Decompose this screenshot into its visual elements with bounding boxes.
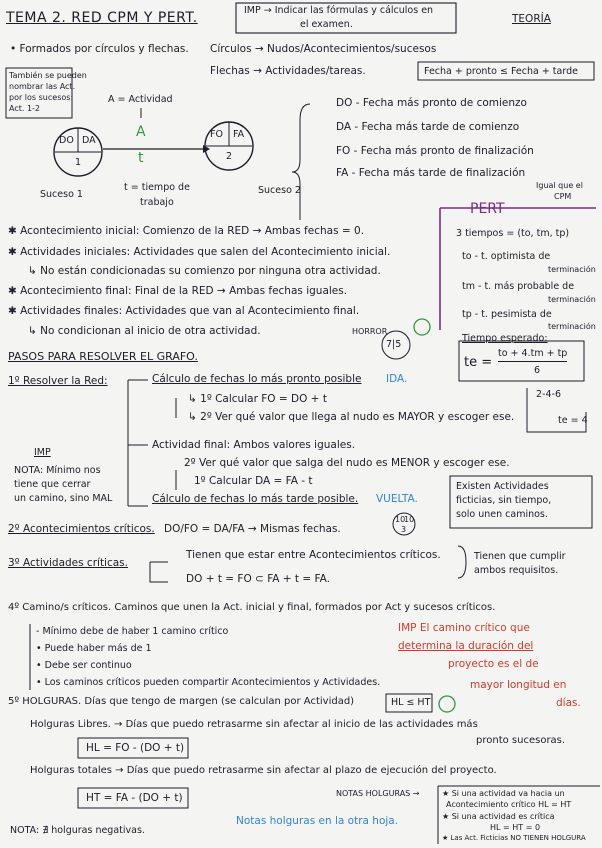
step-2-eq: DO/FO = DA/FA → Mismas fechas. xyxy=(164,523,341,535)
step-1a-ida: IDA. xyxy=(386,373,408,385)
step-2-node-b: 3 xyxy=(401,525,407,534)
step-4-item-2: • Puede haber más de 1 xyxy=(36,643,152,654)
node2-num: 2 xyxy=(226,151,233,162)
ficticias-1: Existen Actividades xyxy=(456,481,549,492)
step-1a-calc: ↳ 1º Calcular FO = DO + t xyxy=(188,393,327,405)
step-1c-calc: 1º Calcular DA = FA - t xyxy=(194,475,313,487)
step-1b: Actividad final: Ambos valores iguales. xyxy=(152,439,356,451)
imp-crit-5: días. xyxy=(556,697,581,709)
imp-label: IMP xyxy=(34,447,51,458)
event-5: ✱ Actividades finales: Actividades que van al Acontecimiento final. xyxy=(8,305,360,317)
side-note-3: por los sucesos: xyxy=(9,93,74,102)
step-1c-menor: 2º Ver qué valor que salga del nudo es MENOR y escoger ese. xyxy=(184,457,510,469)
intro-circles: Círculos → Nudos/Acontecimientos/sucesos xyxy=(210,43,437,55)
event-3: ↳ No están condicionadas su comienzo por ninguna otra actividad. xyxy=(28,265,381,277)
def-da: DA - Fecha más tarde de comienzo xyxy=(336,121,520,133)
fecha-rule: Fecha + pronto ≤ Fecha + tarde xyxy=(424,66,578,77)
step-4-item-4: • Los caminos críticos pueden compartir Acontecimientos y Actividades. xyxy=(36,677,381,688)
step-3-a: Tienen que estar entre Acontecimientos críticos. xyxy=(186,549,441,561)
def-do: DO - Fecha más pronto de comienzo xyxy=(336,97,527,109)
tiempo-2: trabajo xyxy=(140,197,174,208)
hl-ht-relation: HL ≤ HT xyxy=(391,697,431,708)
pert-tiempos: 3 tiempos = (to, tm, tp) xyxy=(456,228,570,239)
notas-4: HL = HT = 0 xyxy=(490,823,541,832)
pert-tp: tp - t. pesimista de xyxy=(462,309,552,320)
holguras-totales: Holguras totales → Días que puedo retrasarme sin afectar al plazo de ejecución del proyecto. xyxy=(30,765,497,776)
node1-do: DO xyxy=(59,135,74,146)
node1-da: DA xyxy=(82,135,96,146)
horror-label: HORROR xyxy=(352,327,388,336)
suceso-1: Suceso 1 xyxy=(40,189,83,200)
pert-formula-num: to + 4.tm + tp xyxy=(498,349,567,362)
step-5: 5º HOLGURAS. Días que tengo de margen (se calculan por Actividad) xyxy=(8,696,355,707)
event-4: ✱ Acontecimiento final: Final de la RED → Ambas fechas iguales. xyxy=(8,285,348,297)
side-note-2: nombrar las Act. xyxy=(9,82,76,91)
node2-fo: FO xyxy=(210,129,223,140)
pert-to-2: terminación xyxy=(548,265,596,274)
imp-note-line1: IMP → Indicar las fórmulas y cálculos en xyxy=(244,5,434,16)
side-note-4: Act. 1-2 xyxy=(9,104,41,113)
pert-formula-den: 6 xyxy=(534,365,541,376)
imp-crit-1: IMP El camino crítico que xyxy=(398,622,530,634)
step-4-item-3: • Debe ser continuo xyxy=(36,660,132,671)
activity-label: A = Actividad xyxy=(108,94,173,105)
step-3-b: DO + t = FO ⊂ FA + t = FA. xyxy=(186,573,330,585)
ficticias-2: ficticias, sin tiempo, xyxy=(456,495,552,506)
event-6: ↳ No condicionan al inicio de otra actividad. xyxy=(28,325,261,337)
pert-title: PERT xyxy=(470,201,505,217)
step-1c: Cálculo de fechas lo más tarde posible. xyxy=(152,493,359,505)
intro-arrows: Flechas → Actividades/tareas. xyxy=(210,65,366,77)
step-2-node-l: 10 xyxy=(395,515,406,524)
step-3: 3º Actividades críticas. xyxy=(8,557,128,569)
step-1: 1º Resolver la Red: xyxy=(8,375,108,387)
node1-num: 1 xyxy=(75,157,82,168)
imp-note-line2: el examen. xyxy=(300,19,353,30)
nota-3: un camino, sino MAL xyxy=(14,493,113,504)
pert-to: to - t. optimista de xyxy=(462,251,551,262)
notas-2: Acontecimiento crítico HL = HT xyxy=(446,800,572,809)
nota-2: tiene que cerrar xyxy=(14,479,91,490)
ver-otra-hoja: Notas holguras en la otra hoja. xyxy=(236,815,399,827)
nota-1: NOTA: Mínimo nos xyxy=(14,465,101,476)
step-4-item-1: - Mínimo debe de haber 1 camino crítico xyxy=(36,626,229,637)
event-1: ✱ Acontecimiento inicial: Comienzo de la RED → Ambas fechas = 0. xyxy=(8,225,365,237)
step-2: 2º Acontecimientos críticos. xyxy=(8,523,155,535)
side-note-1: También se pueden xyxy=(9,71,87,80)
notas-1: ★ Si una actividad va hacia un xyxy=(442,789,565,798)
notas-holguras-label: NOTAS HOLGURAS → xyxy=(336,789,420,798)
ficticias-3: solo unen caminos. xyxy=(456,509,548,520)
steps-title: PASOS PARA RESOLVER EL GRAFO. xyxy=(8,350,198,363)
step-2-node-r: 10 xyxy=(404,515,415,524)
def-fa: FA - Fecha más tarde de finalización xyxy=(336,167,526,179)
holguras-libres-2: pronto sucesoras. xyxy=(476,735,566,746)
suceso-2: Suceso 2 xyxy=(258,185,301,196)
step-3-c1: Tienen que cumplir xyxy=(474,551,566,562)
arrow-label-t: t xyxy=(138,150,144,166)
step-1c-vuelta: VUELTA. xyxy=(376,493,418,505)
pert-igual-2: CPM xyxy=(554,192,572,201)
arrow-label-a: A xyxy=(136,124,146,140)
notas-3: ★ Si una actividad es crítica xyxy=(442,812,555,821)
event-2: ✱ Actividades iniciales: Actividades que salen del Acontecimiento inicial. xyxy=(8,246,391,258)
imp-crit-2: determina la duración del xyxy=(398,640,534,652)
pert-tp-2: terminación xyxy=(548,322,596,331)
step-4: 4º Camino/s críticos. Caminos que unen la Act. inicial y final, formados por Act y sucesos críticos. xyxy=(8,602,496,613)
horror-nums: 7|5 xyxy=(386,339,402,350)
page-title: TEMA 2. RED CPM Y PERT. xyxy=(6,10,198,26)
hl-formula: HL = FO - (DO + t) xyxy=(86,742,185,754)
nota-negativas: NOTA: ∄ holguras negativas. xyxy=(10,825,145,836)
step-1a-mayor: ↳ 2º Ver qué valor que llega al nudo es MAYOR y escoger ese. xyxy=(188,411,515,423)
imp-crit-3: proyecto es el de xyxy=(448,658,539,670)
ht-formula: HT = FA - (DO + t) xyxy=(86,792,183,804)
node2-fa: FA xyxy=(233,129,245,140)
example-top: 2-4-6 xyxy=(536,389,561,400)
step-1a: Cálculo de fechas lo más pronto posible xyxy=(152,373,362,385)
example-bottom: te = 4 xyxy=(558,415,588,426)
pert-esperado: Tiempo esperado: xyxy=(462,333,548,344)
step-3-c2: ambos requisitos. xyxy=(474,565,559,576)
notas-5: ★ Las Act. Ficticias NO TIENEN HOLGURA xyxy=(442,834,586,842)
pert-tm: tm - t. más probable de xyxy=(462,281,575,292)
intro-formed: • Formados por círculos y flechas. xyxy=(10,43,189,55)
pert-formula-lhs: te = xyxy=(464,355,493,370)
def-fo: FO - Fecha más pronto de finalización xyxy=(336,145,534,157)
section-label: TEORÍA xyxy=(512,13,551,25)
imp-crit-4: mayor longitud en xyxy=(470,679,567,691)
pert-tm-2: terminación xyxy=(548,295,596,304)
holguras-libres: Holguras Libres. → Días que puedo retrasarme sin afectar al inicio de las actividades más xyxy=(30,719,478,730)
pert-igual-1: Igual que el xyxy=(536,181,583,190)
tiempo-1: t = tiempo de xyxy=(124,182,190,193)
